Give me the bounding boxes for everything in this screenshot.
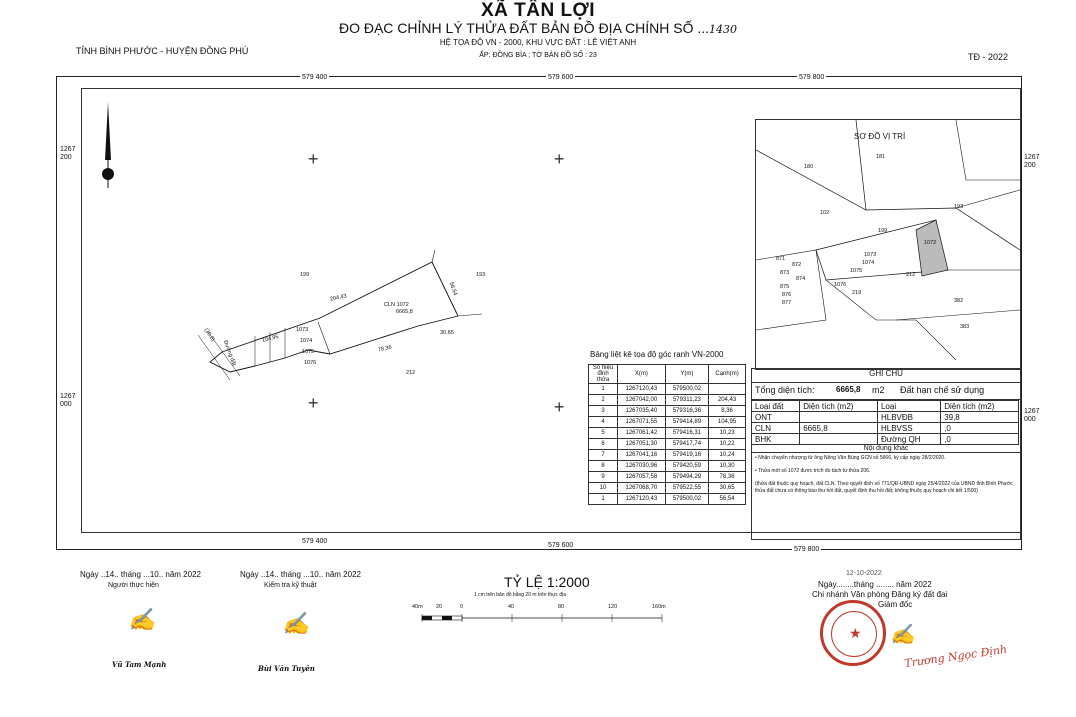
grid-cross: + [308, 393, 319, 413]
total-area-label: Tổng diện tích: [755, 385, 815, 395]
land-type-cell: 6665,8 [800, 423, 878, 434]
role-checker: Kiểm tra kỹ thuật [264, 582, 317, 589]
loc-label-877: 877 [782, 300, 792, 306]
coord-cell: 1 [589, 384, 618, 395]
parcel-area: 6665,8 [396, 309, 413, 315]
commune-title: XÃ TÂN LỢI [480, 0, 596, 21]
grid-x-bottom-3: 579 800 [794, 546, 820, 553]
land-type-cell: HLBVSS [877, 423, 940, 434]
name-checker: Bùi Văn Tuyên [258, 664, 315, 673]
land-type-cell: BHK [752, 434, 800, 445]
coord-table-header [589, 365, 746, 384]
loc-label-872: 872 [792, 262, 802, 268]
loc-label-382: 382 [954, 298, 964, 304]
north-arrow-icon [96, 100, 120, 190]
coord-cell: 1267120,43 [618, 494, 666, 505]
coord-cell: 3 [589, 406, 618, 417]
grid-y-right-2-a: 1267 [1024, 408, 1040, 415]
land-type-cell: CLN [752, 423, 800, 434]
grid-cross: + [554, 149, 565, 169]
coord-cell: 10 [589, 483, 618, 494]
neighbor-193: 193 [476, 272, 486, 278]
coord-cell: 10,23 [709, 428, 746, 439]
land-type-table [751, 400, 1019, 445]
edge-length-4: 78,36 [377, 344, 393, 354]
scale-tick-5: 80 [558, 604, 565, 610]
grid-cross: + [308, 149, 319, 169]
scale-tick-6: 120 [608, 604, 618, 610]
coord-cell: 1267120,43 [618, 384, 666, 395]
coord-header-x: X(m) [618, 365, 666, 384]
province-district: TỈNH BÌNH PHƯỚC - HUYỆN ĐỒNG PHÚ [76, 46, 249, 56]
restricted-use-label: Đất hạn chế sử dụng [900, 385, 985, 395]
notes-panel [751, 368, 1021, 540]
coord-cell: 1267061,42 [618, 428, 666, 439]
coord-header-edge: Cạnh(m) [709, 365, 746, 384]
coord-table-row [589, 461, 746, 472]
grid-y-left-2-b: 000 [60, 401, 72, 408]
parcel-drawing [190, 240, 500, 390]
grid-y-right-1 [1022, 154, 1042, 170]
scale-tick-7: 160m [652, 604, 666, 610]
coord-cell: 4 [589, 417, 618, 428]
total-area-unit: m2 [872, 385, 885, 395]
document-title-text: ĐO ĐẠC CHỈNH LÝ THỬA ĐẤT BẢN ĐỒ ĐỊA CHÍNH SỐ ... [338, 20, 710, 36]
land-type-cell: HLBVĐB [877, 412, 940, 423]
coord-cell: 579500,02 [665, 494, 708, 505]
coord-cell: 1267041,16 [618, 450, 666, 461]
document-code: TĐ - 2022 [968, 52, 1009, 62]
land-type-cell: ,0 [941, 434, 1019, 445]
neighbor-1076: 1076 [304, 360, 317, 366]
coordinate-system: HỆ TỌA ĐỘ VN - 2000, KHU VỰC ĐẤT : LÊ VIỆT ANH [439, 38, 637, 47]
coord-cell: 1 [589, 494, 618, 505]
grid-x-bottom-1: 579 400 [302, 538, 328, 545]
coord-cell: 579416,31 [665, 428, 708, 439]
notes-title: GHI CHÚ [752, 369, 1020, 383]
edge-length-5: 104,95 [261, 333, 280, 345]
coord-table-row [589, 483, 746, 494]
grid-y-left-1-a: 1267 [60, 146, 76, 153]
land-col-type: Loại đất [752, 401, 800, 412]
coord-cell: 579417,74 [665, 439, 708, 450]
coord-cell: 2 [589, 395, 618, 406]
total-area-value: 6665,8 [836, 385, 861, 394]
grid-y-left-2 [58, 393, 78, 409]
land-type-cell: 39,8 [941, 412, 1019, 423]
date-checker: Ngày ..14.. tháng ...10.. năm 2022 [240, 570, 361, 579]
coord-cell: 8,36 [709, 406, 746, 417]
loc-label-874: 874 [796, 276, 806, 282]
date-office: Ngày........tháng ........ năm 2022 [818, 580, 932, 589]
official-seal [820, 600, 886, 666]
parcel-label [380, 302, 413, 316]
office-name: Chi nhánh Văn phòng Đăng ký đất đai [812, 590, 948, 599]
land-type-row [752, 423, 1019, 434]
land-type-row [752, 434, 1019, 445]
scale-tick-1: 40m [412, 604, 423, 610]
loc-label-873: 873 [780, 270, 790, 276]
coord-table-row [589, 395, 746, 406]
coord-cell: 1267030,96 [618, 461, 666, 472]
location-map [755, 119, 1021, 370]
coord-cell: 579420,59 [665, 461, 708, 472]
coord-cell: 1267042,00 [618, 395, 666, 406]
loc-label-193: 193 [954, 204, 964, 210]
location-map-lines [756, 120, 1020, 369]
loc-label-1072: 1072 [924, 240, 937, 246]
scale-tick-4: 40 [508, 604, 515, 610]
coord-table-row [589, 494, 746, 505]
coord-cell: 104,95 [709, 417, 746, 428]
coord-table [588, 364, 746, 505]
coord-cell: 7 [589, 450, 618, 461]
loc-label-875: 875 [780, 284, 790, 290]
hamlet-sheet: ẤP: ĐỒNG BÌA ; TỜ BẢN ĐỒ SỐ : 23 [479, 52, 597, 59]
grid-y-left-1 [58, 146, 78, 162]
grid-y-left-1-b: 200 [60, 154, 72, 161]
loc-label-876: 876 [782, 292, 792, 298]
coord-cell: 579419,16 [665, 450, 708, 461]
location-map-title: SƠ ĐỒ VỊ TRÍ [854, 132, 906, 141]
scale-tick-2: 20 [436, 604, 443, 610]
grid-y-right-1-b: 200 [1024, 162, 1036, 169]
coord-table-row [589, 439, 746, 450]
signature-performer: ✍ [128, 608, 156, 633]
grid-y-left-2-a: 1267 [60, 393, 76, 400]
land-col-area: Diện tích (m2) [800, 401, 878, 412]
land-type-cell: Đường QH [877, 434, 940, 445]
name-director: Trương Ngọc Định [903, 642, 1008, 671]
scale-bar [412, 606, 674, 626]
seal-star-icon: ★ [849, 625, 862, 641]
coord-cell: 204,43 [709, 395, 746, 406]
coord-cell: 1267068,70 [618, 483, 666, 494]
coord-cell: 1267057,58 [618, 472, 666, 483]
coord-cell: 579414,89 [665, 417, 708, 428]
edge-length-1: 204,43 [329, 293, 348, 303]
coord-cell: 1267051,30 [618, 439, 666, 450]
date-performer: Ngày ..14.. tháng ...10.. năm 2022 [80, 570, 201, 579]
coord-cell: 1267035,40 [618, 406, 666, 417]
coord-table-row [589, 428, 746, 439]
loc-label-1073: 1073 [864, 252, 877, 258]
note-1: • Nhận chuyển nhượng từ ông Nông Văn Bùng GCN số 5666, ký cấp ngày 28/2/2020. [755, 455, 946, 461]
neighbor-1074: 1074 [300, 338, 313, 344]
land-type-cell: ONT [752, 412, 800, 423]
loc-label-1076: 1076 [834, 282, 847, 288]
neighbor-212: 212 [406, 370, 416, 376]
role-performer: Người thực hiện [108, 582, 159, 589]
notes-total-row [752, 383, 1020, 400]
signature-checker: ✍ [282, 612, 310, 637]
coord-cell: 9 [589, 472, 618, 483]
coord-cell: 579494,29 [665, 472, 708, 483]
coord-cell: 30,65 [709, 483, 746, 494]
edge-length-2: 56,54 [447, 281, 459, 297]
coord-cell: 10,24 [709, 450, 746, 461]
grid-y-right-2-b: 000 [1024, 416, 1036, 423]
notes-text [752, 453, 1020, 497]
land-type-cell [800, 412, 878, 423]
coord-cell: 6 [589, 439, 618, 450]
coord-header-vertex: Số hiệu đỉnh thửa [589, 365, 618, 384]
loc-label-219: 219 [852, 290, 862, 296]
land-type-row [752, 412, 1019, 423]
coord-cell: 579522,55 [665, 483, 708, 494]
edge-length-3: 30,65 [440, 330, 454, 336]
road-width: (30,8) [202, 327, 216, 343]
grid-cross: + [554, 397, 565, 417]
scale-note: 1 cm trên bản đồ bằng 20 m trên thực địa [474, 592, 567, 598]
grid-x-top-3: 579 800 [799, 74, 825, 81]
scale-title: TỶ LỆ 1:2000 [504, 574, 590, 590]
coord-table-title: Bảng liệt kê tọa độ góc ranh VN-2000 [590, 350, 724, 359]
loc-label-102: 102 [820, 210, 830, 216]
neighbor-199: 199 [300, 272, 310, 278]
land-type-cell [800, 434, 878, 445]
loc-label-1074: 1074 [862, 260, 875, 266]
signature-director: ✍ [890, 622, 915, 646]
coord-table-row [589, 384, 746, 395]
grid-x-bottom-2: 579 600 [548, 542, 574, 549]
name-performer: Vũ Tam Mạnh [112, 660, 167, 669]
coord-cell: 10,30 [709, 461, 746, 472]
document-title [0, 20, 1076, 36]
parcel-number: 1072 [396, 302, 409, 308]
coord-table-row [589, 417, 746, 428]
loc-label-180: 180 [804, 164, 814, 170]
grid-x-top-2: 579 600 [548, 74, 574, 81]
other-content: Nội dung khác [752, 445, 1020, 453]
road-label: Đường đất [221, 339, 237, 367]
restrict-col-area: Diện tích (m2) [941, 401, 1019, 412]
note-3: (thửa đất thuộc quy hoạch, đất CLN. Theo quyết định số 771/QĐ-UBND ngày 25/4/2022 của UBND tỉnh Bình Phước thửa đất chưa có thông báo thu hồi đất, quyết định thu hồi đất; không thuộc quy hoạch chi tiết 1/500) [755, 481, 1013, 494]
coord-header-y: Y(m) [665, 365, 708, 384]
restrict-col-type: Loại [877, 401, 940, 412]
loc-label-871: 871 [776, 256, 786, 262]
scale-tick-3: 0 [460, 604, 464, 610]
loc-label-199: 199 [878, 228, 888, 234]
loc-label-383: 383 [960, 324, 970, 330]
loc-label-212: 212 [906, 272, 916, 278]
coord-table-row [589, 472, 746, 483]
neighbor-1075: 1075 [302, 349, 315, 355]
grid-y-right-1-a: 1267 [1024, 154, 1040, 161]
land-type-cell: ,0 [941, 423, 1019, 434]
coord-cell: 1267071,55 [618, 417, 666, 428]
office-role: Giám đốc [878, 600, 913, 609]
coord-cell: 10,22 [709, 439, 746, 450]
coord-cell: 78,36 [709, 472, 746, 483]
coord-cell: 579316,36 [665, 406, 708, 417]
coord-cell: 8 [589, 461, 618, 472]
neighbor-1073: 1073 [296, 327, 309, 333]
coord-cell [709, 384, 746, 395]
coord-cell: 579311,23 [665, 395, 708, 406]
grid-x-top-1: 579 400 [302, 74, 328, 81]
loc-label-181: 181 [876, 154, 886, 160]
grid-y-right-2 [1022, 408, 1042, 424]
parcel-type: CLN [384, 302, 396, 308]
coord-cell: 56,54 [709, 494, 746, 505]
coord-cell: 5 [589, 428, 618, 439]
coord-cell: 579500,02 [665, 384, 708, 395]
coord-table-row [589, 406, 746, 417]
coord-table-row [589, 450, 746, 461]
stamp-date: 12-10-2022 [846, 570, 882, 577]
document-number: 1430 [709, 23, 738, 36]
loc-label-1075: 1075 [850, 268, 863, 274]
note-2: • Thửa mới số 1072 được trích đo tách từ thửa 206. [755, 468, 871, 474]
